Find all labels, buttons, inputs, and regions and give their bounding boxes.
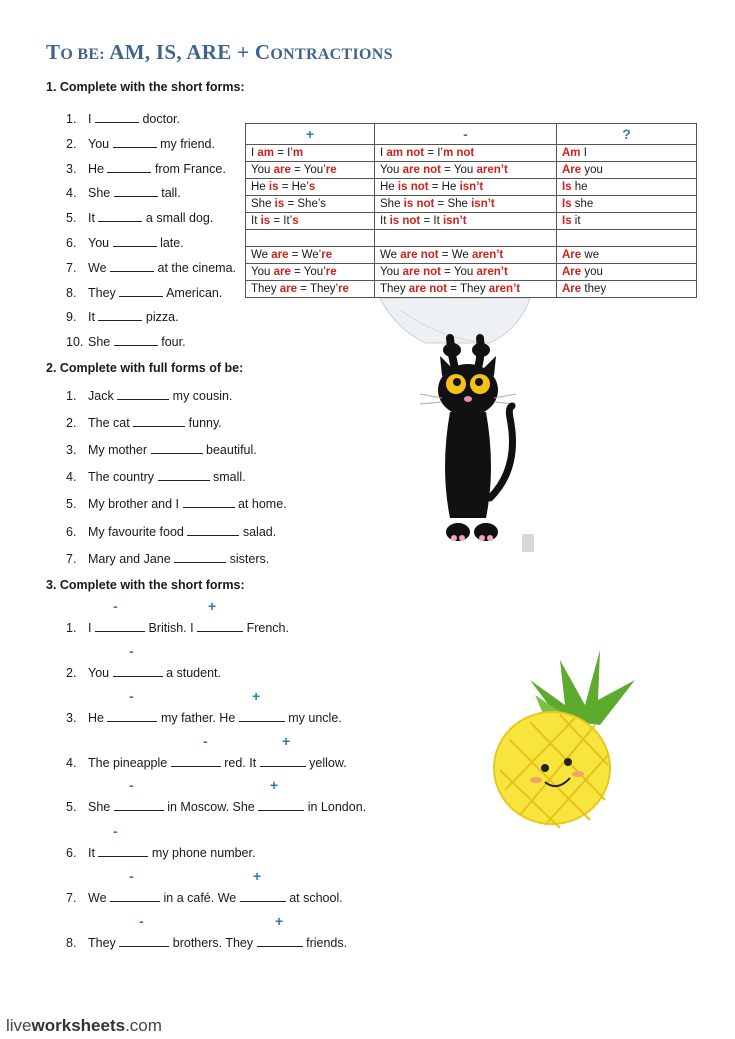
item-number: 4.	[66, 470, 77, 485]
verb-highlight: Are	[562, 163, 582, 176]
item-subject: I	[88, 112, 92, 126]
item-rest: at home.	[237, 497, 287, 512]
item-rest: my cousin.	[172, 389, 233, 403]
verb-highlight: is	[268, 180, 279, 193]
table-cell	[557, 162, 697, 179]
item-subject: My favourite food	[88, 524, 184, 539]
answer-blank[interactable]	[119, 285, 163, 297]
table-cell	[557, 230, 697, 247]
item-number: 5.	[66, 211, 77, 226]
table-cell	[246, 162, 375, 179]
cell-text: We	[380, 248, 401, 261]
table-row	[246, 179, 697, 196]
item-number: 7.	[66, 551, 77, 566]
table-cell	[557, 247, 697, 264]
item-subject: It	[88, 211, 95, 226]
item-number: 6.	[66, 236, 77, 250]
verb-highlight: Am	[562, 146, 581, 159]
answer-blank[interactable]	[257, 935, 303, 947]
cell-text: = He’	[278, 180, 309, 193]
verb-highlight: re	[325, 265, 337, 278]
verb-highlight: Is	[562, 197, 572, 210]
table-row	[246, 162, 697, 179]
table-cell	[557, 179, 697, 196]
item-rest: British. I	[148, 621, 194, 635]
item-subject: It	[88, 310, 95, 325]
exercise-item	[66, 496, 287, 511]
exercise-item	[66, 890, 343, 905]
item-rest: at the cinema.	[157, 260, 237, 275]
answer-blank[interactable]	[133, 415, 185, 427]
exercise-item	[66, 665, 221, 680]
verb-highlight: re	[321, 248, 333, 261]
verb-highlight: m not	[442, 146, 475, 159]
cell-text: I	[580, 146, 587, 159]
answer-blank[interactable]	[107, 710, 157, 722]
verb-highlight: aren’t	[471, 248, 504, 261]
cell-text: = I’	[274, 146, 293, 159]
table-cell	[375, 162, 557, 179]
item-rest: four.	[161, 335, 186, 350]
table-cell	[246, 281, 375, 298]
cell-text: She	[251, 197, 275, 210]
pineapple-illustration	[490, 650, 640, 840]
section-3-heading: 3. Complete with the short forms:	[46, 578, 245, 592]
page-title: TO BE: AM, IS, ARE + CONTRACTIONS	[46, 40, 393, 64]
negative-marker: -	[129, 777, 134, 793]
positive-marker: +	[275, 913, 284, 929]
verb-highlight: m	[292, 146, 304, 159]
cell-text: = You’	[290, 265, 326, 278]
item-rest: in Moscow. She	[167, 800, 255, 814]
cell-text: = We’	[288, 248, 322, 261]
item-rest: from France.	[154, 161, 226, 176]
table-cell	[246, 230, 375, 247]
answer-blank[interactable]	[98, 210, 142, 222]
cell-text: = You	[440, 265, 477, 278]
verb-highlight: am	[257, 146, 275, 159]
answer-blank[interactable]	[114, 799, 164, 811]
cell-text: = You	[440, 163, 477, 176]
item-end: in London.	[307, 800, 367, 814]
table-row	[246, 213, 697, 230]
table-row	[246, 230, 697, 247]
cell-text: you	[581, 265, 603, 278]
exercise-item	[66, 620, 289, 635]
exercise-item	[66, 285, 222, 300]
item-rest: sisters.	[229, 551, 270, 566]
item-rest: salad.	[242, 524, 277, 539]
positive-marker: +	[253, 868, 262, 884]
section-2-heading: 2. Complete with full forms of be:	[46, 361, 244, 375]
item-number: 3.	[66, 443, 77, 458]
item-rest: funny.	[188, 416, 222, 431]
table-cell	[375, 230, 557, 247]
cell-text: He	[251, 180, 269, 193]
cell-text: you	[581, 163, 603, 176]
cell-text: it	[571, 214, 581, 227]
verb-highlight: Is	[562, 180, 572, 193]
item-subject: She	[88, 800, 111, 814]
verb-highlight: is not	[397, 180, 429, 193]
answer-blank[interactable]	[158, 469, 210, 481]
answer-blank[interactable]	[95, 111, 139, 123]
negative-marker: -	[203, 733, 208, 749]
item-subject: The cat	[88, 416, 130, 431]
answer-blank[interactable]	[197, 620, 243, 632]
item-number: 3.	[66, 711, 77, 725]
item-rest: American.	[166, 285, 223, 300]
item-end: yellow.	[309, 756, 347, 770]
table-cell	[557, 145, 697, 162]
exercise-item	[66, 551, 269, 566]
item-end: my uncle.	[288, 711, 342, 725]
table-row	[246, 196, 697, 213]
exercise-item	[66, 415, 222, 430]
item-subject: Mary and Jane	[88, 551, 171, 566]
answer-blank[interactable]	[151, 442, 203, 454]
verb-highlight: am not	[386, 146, 425, 159]
item-rest: a student.	[166, 666, 221, 680]
item-number: 9.	[66, 310, 77, 325]
exercise-item	[66, 260, 236, 275]
item-subject: My brother and I	[88, 497, 180, 512]
positive-marker: +	[282, 733, 291, 749]
table-cell	[557, 213, 697, 230]
table-cell	[375, 247, 557, 264]
item-subject: I	[88, 621, 92, 635]
exercise-item	[66, 845, 255, 860]
item-number: 5.	[66, 800, 77, 814]
verb-highlight: are	[271, 248, 289, 261]
table-cell	[375, 145, 557, 162]
exercise-item	[66, 334, 186, 349]
item-rest: pizza.	[145, 310, 179, 325]
item-subject: You	[88, 236, 110, 250]
verb-highlight: are not	[400, 248, 439, 261]
table-cell	[246, 179, 375, 196]
table-cell	[557, 281, 697, 298]
cell-text: It	[251, 214, 261, 227]
answer-blank[interactable]	[113, 136, 157, 148]
header-positive: +	[246, 124, 375, 145]
item-rest: doctor.	[142, 112, 180, 126]
cell-text: It	[380, 214, 390, 227]
verb-highlight: aren’t	[476, 265, 508, 278]
table-cell	[375, 179, 557, 196]
item-rest: my phone number.	[151, 846, 256, 860]
positive-marker: +	[270, 777, 279, 793]
header-negative: -	[375, 124, 557, 145]
item-subject: You	[88, 666, 110, 680]
cell-text: = We	[438, 248, 472, 261]
verb-highlight: aren’t	[476, 163, 508, 176]
table-header-row	[246, 124, 697, 145]
answer-blank[interactable]	[114, 334, 158, 346]
cell-text: We	[251, 248, 272, 261]
item-rest: brothers. They	[172, 936, 254, 950]
exercise-item	[66, 442, 257, 457]
item-number: 8.	[66, 936, 77, 950]
item-number: 2.	[66, 666, 77, 680]
answer-blank[interactable]	[258, 799, 304, 811]
hanging-cat-illustration	[370, 298, 540, 558]
answer-blank[interactable]	[113, 665, 163, 677]
item-rest: late.	[160, 236, 184, 250]
exercise-item	[66, 309, 179, 324]
item-rest: beautiful.	[206, 443, 257, 458]
item-number: 2.	[66, 416, 77, 431]
answer-blank[interactable]	[113, 235, 157, 247]
answer-blank[interactable]	[239, 710, 285, 722]
item-subject: The country	[88, 470, 155, 485]
cell-text: = I’	[424, 146, 443, 159]
item-end: at school.	[289, 891, 343, 905]
item-end: French.	[246, 621, 289, 635]
item-subject: We	[88, 260, 107, 275]
cell-text: He	[380, 180, 398, 193]
verb-highlight: isn’t	[459, 180, 484, 193]
table-row	[246, 264, 697, 281]
cell-text: we	[581, 248, 600, 261]
verb-highlight: Are	[562, 248, 582, 261]
cell-text: You	[251, 163, 274, 176]
verb-highlight: re	[325, 163, 337, 176]
cell-text: = They	[447, 282, 489, 295]
cell-text: They	[380, 282, 409, 295]
exercise-item	[66, 469, 246, 484]
verb-highlight: aren’t	[488, 282, 521, 295]
negative-marker: -	[113, 823, 118, 839]
item-number: 6.	[66, 846, 77, 860]
item-rest: small.	[212, 470, 246, 485]
cell-text: = It	[420, 214, 443, 227]
answer-blank[interactable]	[260, 755, 306, 767]
exercise-item	[66, 935, 347, 950]
table-cell	[375, 281, 557, 298]
answer-blank[interactable]	[110, 260, 154, 272]
verb-highlight: s	[292, 214, 299, 227]
footer-brand: liveworksheets.com	[6, 1016, 162, 1035]
header-question: ?	[557, 124, 697, 145]
cell-text: = He	[428, 180, 460, 193]
cell-text: she	[571, 197, 594, 210]
item-end: friends.	[306, 936, 348, 950]
item-rest: my father. He	[160, 711, 236, 725]
cell-text: They	[251, 282, 280, 295]
answer-blank[interactable]	[174, 551, 226, 563]
verb-highlight: re	[338, 282, 349, 295]
verb-highlight: is not	[389, 214, 421, 227]
exercise-item	[66, 799, 366, 814]
table-cell	[375, 213, 557, 230]
table-cell	[246, 213, 375, 230]
table-cell	[246, 247, 375, 264]
exercise-item	[66, 710, 342, 725]
answer-blank[interactable]	[95, 620, 145, 632]
item-subject: We	[88, 891, 107, 905]
exercise-item	[66, 388, 232, 403]
cell-text: = You’	[290, 163, 326, 176]
answer-blank[interactable]	[98, 309, 142, 321]
cell-text: You	[380, 163, 403, 176]
negative-marker: -	[113, 598, 118, 614]
table-row	[246, 145, 697, 162]
cell-text: he	[571, 180, 588, 193]
answer-blank[interactable]	[119, 935, 169, 947]
verb-highlight: is	[260, 214, 271, 227]
item-subject: My mother	[88, 443, 148, 458]
item-rest: red. It	[224, 756, 257, 770]
exercise-item	[66, 235, 184, 250]
table-cell	[375, 196, 557, 213]
item-number: 4.	[66, 756, 77, 770]
verb-highlight: are	[273, 265, 291, 278]
item-number: 3.	[66, 161, 77, 176]
table-row	[246, 247, 697, 264]
verb-highlight: are not	[402, 265, 441, 278]
verb-highlight: are not	[408, 282, 448, 295]
item-subject: The pineapple	[88, 756, 168, 770]
item-number: 1.	[66, 621, 77, 635]
exercise-item	[66, 755, 347, 770]
item-number: 8.	[66, 285, 77, 300]
exercise-item	[66, 111, 180, 126]
table-row	[246, 281, 697, 298]
item-subject: They	[88, 285, 116, 300]
verb-highlight: is not	[403, 197, 435, 210]
item-rest: in a café. We	[163, 891, 237, 905]
negative-marker: -	[129, 643, 134, 659]
answer-blank[interactable]	[183, 496, 235, 508]
item-subject: It	[88, 846, 95, 860]
exercise-item	[66, 185, 181, 200]
verb-highlight: are	[273, 163, 291, 176]
answer-blank[interactable]	[240, 890, 286, 902]
item-number: 7.	[66, 891, 77, 905]
contractions-table	[245, 123, 697, 298]
item-number: 2.	[66, 136, 77, 151]
verb-highlight: isn’t	[471, 197, 495, 210]
answer-blank[interactable]	[107, 161, 151, 173]
verb-highlight: are not	[402, 163, 441, 176]
item-subject: They	[88, 936, 116, 950]
cell-text: I	[380, 146, 387, 159]
item-subject: You	[88, 136, 110, 151]
exercise-item	[66, 161, 226, 176]
cell-text: I	[251, 146, 258, 159]
item-number: 1.	[66, 112, 77, 126]
negative-marker: -	[129, 688, 134, 704]
cell-text: = They’	[297, 282, 339, 295]
verb-highlight: Is	[562, 214, 572, 227]
table-cell	[246, 145, 375, 162]
cell-text: You	[380, 265, 403, 278]
cell-text: You	[251, 265, 274, 278]
cell-text: they	[581, 282, 607, 295]
item-number: 4.	[66, 186, 77, 201]
item-number: 7.	[66, 260, 77, 275]
item-number: 10.	[66, 335, 84, 350]
negative-marker: -	[129, 868, 134, 884]
item-subject: He	[88, 161, 104, 176]
item-rest: tall.	[161, 186, 181, 201]
exercise-item	[66, 136, 215, 151]
cell-text: = She’s	[284, 197, 326, 210]
verb-highlight: is	[274, 197, 285, 210]
item-rest: a small dog.	[145, 211, 214, 226]
answer-blank[interactable]	[114, 185, 158, 197]
verb-highlight: are	[279, 282, 298, 295]
verb-highlight: Are	[562, 265, 582, 278]
item-number: 6.	[66, 524, 77, 539]
item-number: 1.	[66, 389, 77, 403]
table-cell	[246, 264, 375, 281]
item-subject: He	[88, 711, 104, 725]
answer-blank[interactable]	[171, 755, 221, 767]
item-subject: She	[88, 335, 111, 350]
exercise-item	[66, 210, 213, 225]
answer-blank[interactable]	[110, 890, 160, 902]
item-number: 5.	[66, 497, 77, 512]
answer-blank[interactable]	[98, 845, 148, 857]
table-cell	[375, 264, 557, 281]
exercise-item	[66, 524, 276, 539]
item-rest: my friend.	[160, 136, 215, 151]
positive-marker: +	[208, 598, 217, 614]
answer-blank[interactable]	[117, 388, 169, 400]
section-1-heading: 1. Complete with the short forms:	[46, 80, 245, 94]
answer-blank[interactable]	[187, 524, 239, 536]
table-cell	[557, 196, 697, 213]
cell-text: = She	[434, 197, 472, 210]
table-cell	[246, 196, 375, 213]
table-cell	[557, 264, 697, 281]
verb-highlight: isn’t	[442, 214, 467, 227]
item-subject: She	[88, 186, 111, 201]
negative-marker: -	[139, 913, 144, 929]
cell-text: She	[380, 197, 404, 210]
cell-text: = It’	[270, 214, 293, 227]
verb-highlight: Are	[562, 282, 582, 295]
positive-marker: +	[252, 688, 261, 704]
item-subject: Jack	[88, 389, 114, 403]
verb-highlight: s	[308, 180, 316, 193]
